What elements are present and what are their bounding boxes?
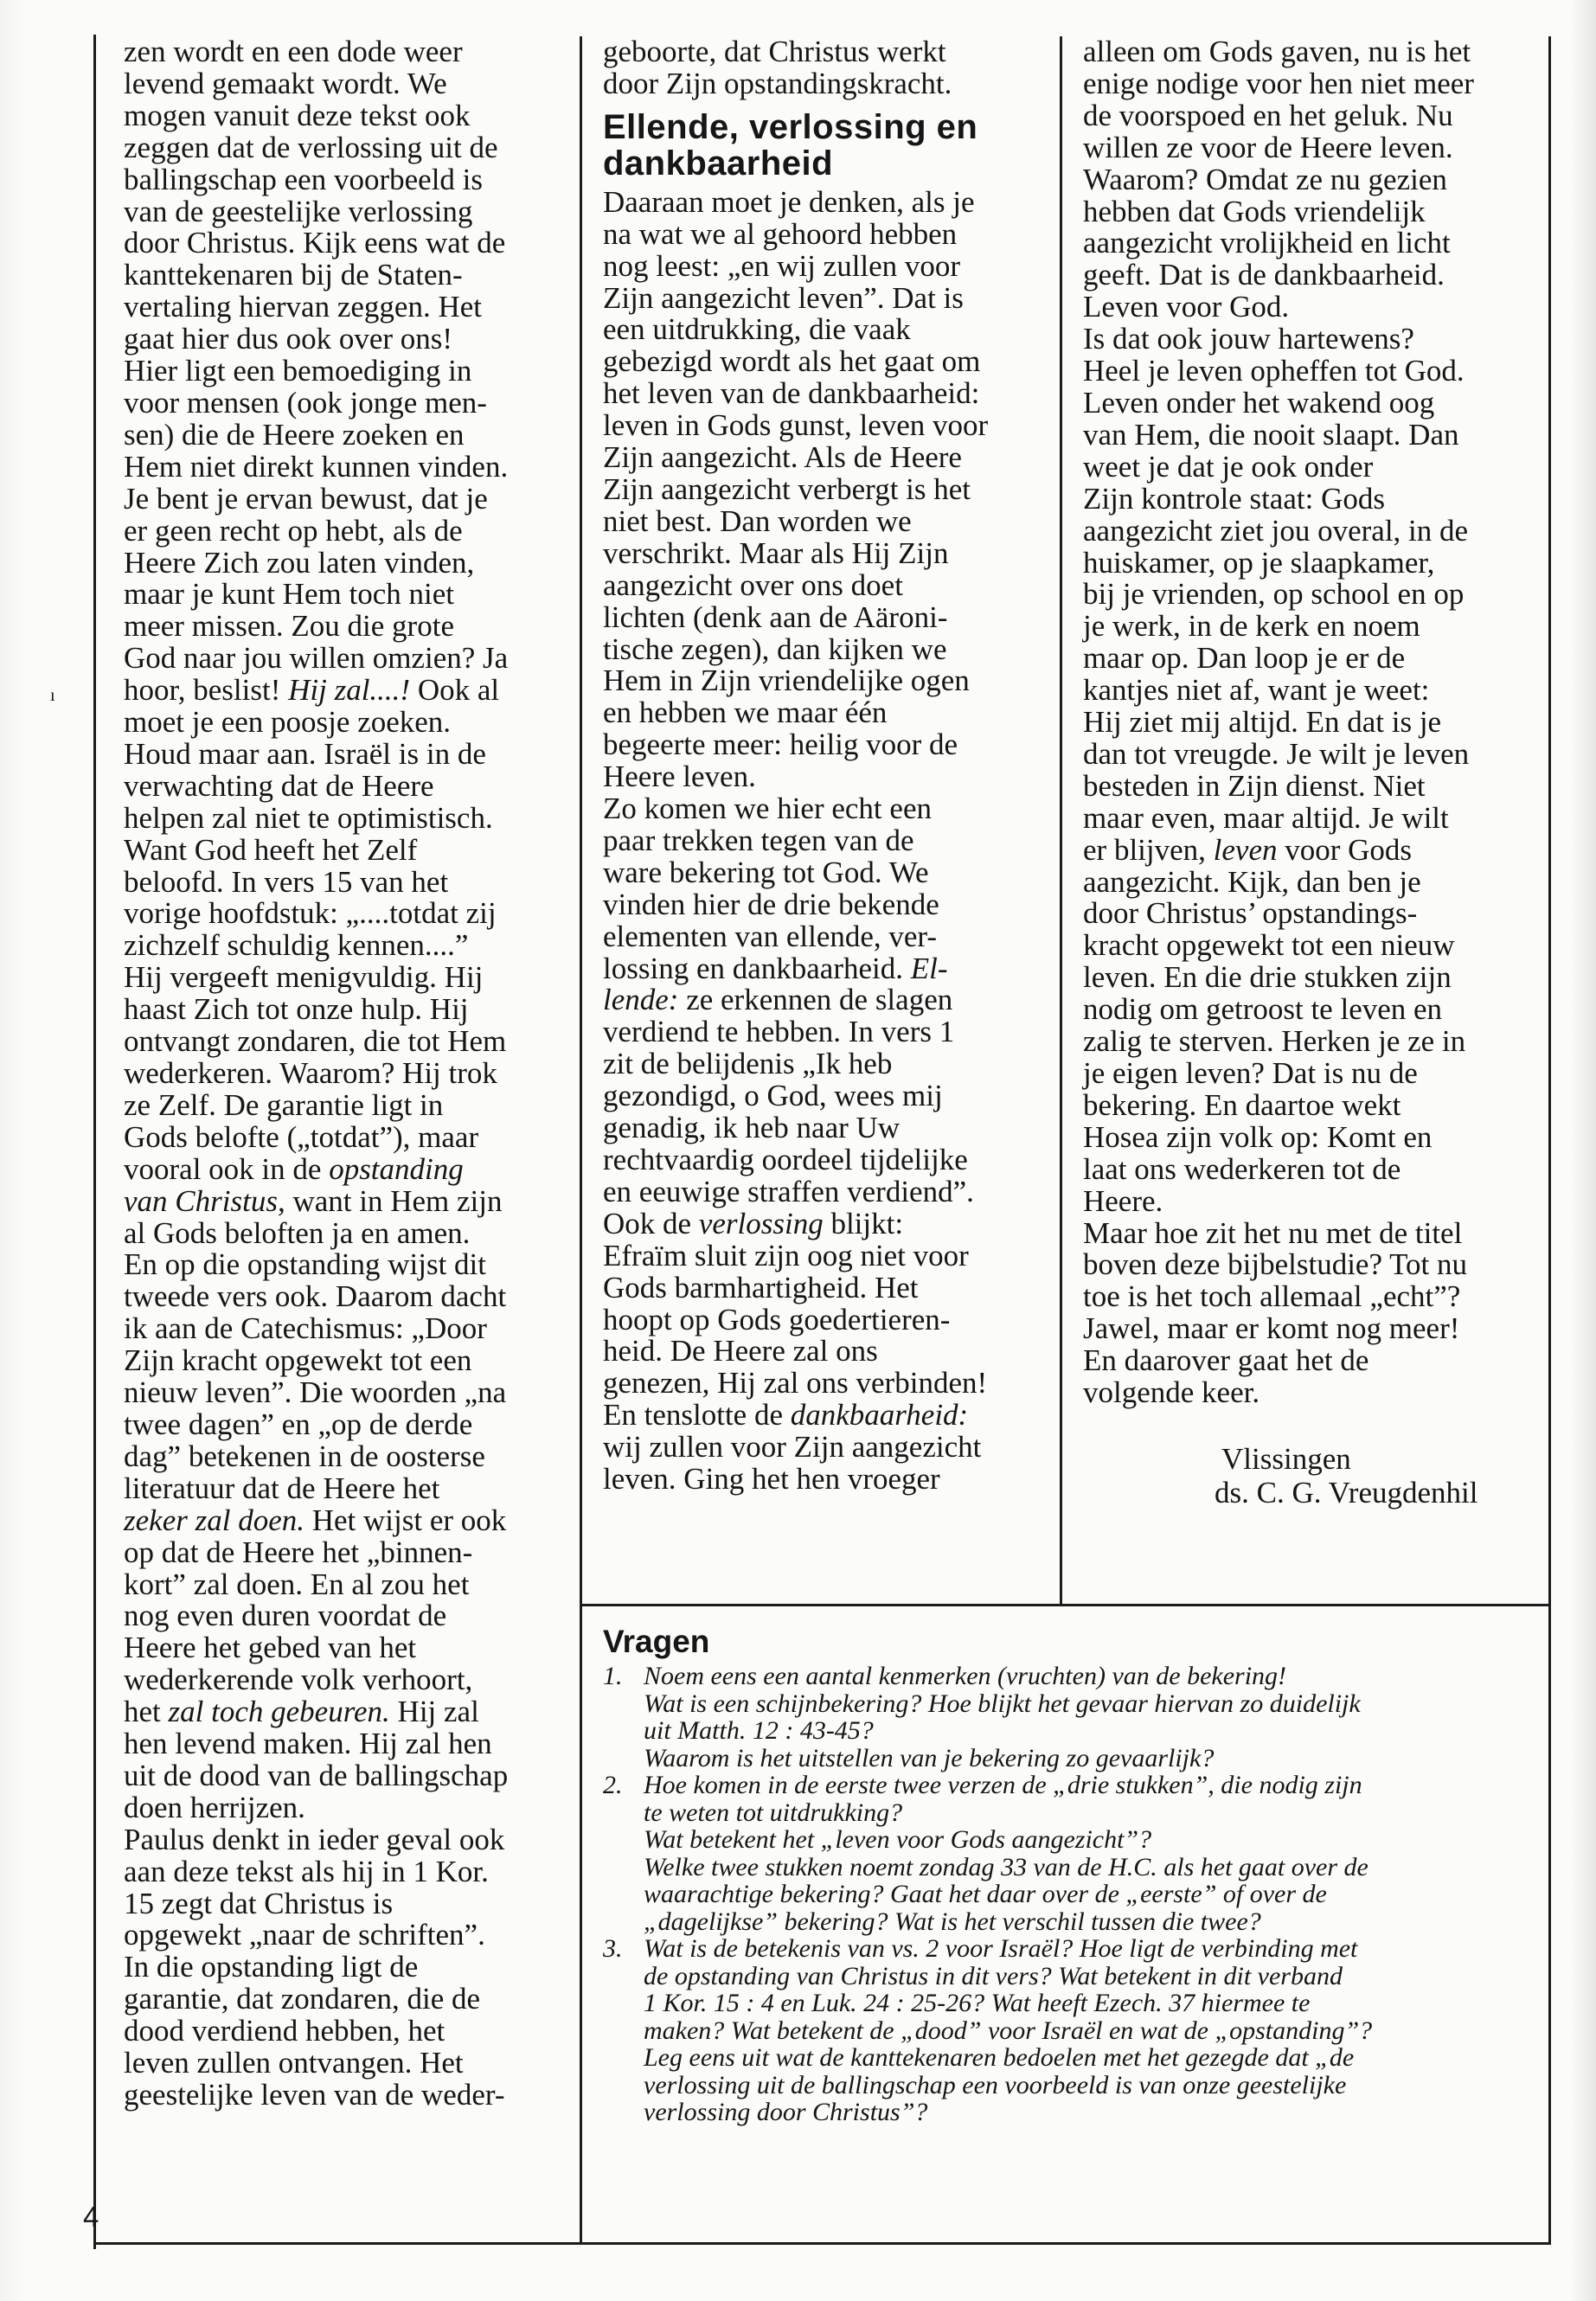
text-line: vooral ook in de opstanding [124, 1151, 464, 1186]
question-line: Hoe komen in de eerste twee verzen de „drie stukken”, die nodig zijn [644, 1771, 1362, 1799]
text-line: gaat hier dus ook over ons! [124, 322, 453, 356]
text-line: gezondigd, o God, wees mij [603, 1079, 943, 1113]
text-line: Hosea zijn volk op: Komt en [1083, 1119, 1433, 1154]
text-line: Hem in Zijn vriendelijke ogen [603, 663, 970, 698]
text-line: kantjes niet af, want je weet: [1083, 673, 1430, 708]
column-rule-2 [1060, 36, 1062, 1604]
text-line: doen herrijzen. [124, 1790, 305, 1824]
text-line: ze Zelf. De garantie ligt in [124, 1087, 444, 1122]
text-line: literatuur dat de Heere het [124, 1471, 440, 1505]
text-line: Paulus denkt in ieder geval ook [124, 1822, 505, 1856]
text-line: Is dat ook jouw hartewens? [1083, 322, 1414, 356]
text-line: Zijn aangezicht. Als de Heere [603, 440, 962, 475]
text-line: aangezicht. Kijk, dan ben je [1083, 864, 1421, 899]
text-line: Gods barmhartigheid. Het [603, 1270, 919, 1304]
text-line: bij je vrienden, op school en op [1083, 577, 1465, 612]
text-line: Zijn kracht opgewekt tot een [124, 1343, 472, 1378]
text-line: voor mensen (ook jonge men- [124, 385, 487, 420]
question-number: 1. [603, 1662, 623, 1690]
text-line: Hem niet direkt kunnen vinden. [124, 449, 509, 484]
text-line: Zijn kontrole staat: Gods [1083, 481, 1385, 516]
question-line: te weten tot uitdrukking? [644, 1798, 903, 1827]
text-line: Efraïm sluit zijn oog niet voor [603, 1238, 969, 1272]
page-number: 4 [83, 2201, 99, 2233]
text-line: van Hem, die nooit slaapt. Dan [1083, 417, 1459, 452]
text-line: aangezicht vrolijkheid en licht [1083, 226, 1451, 260]
text-line: Heere leven. [603, 760, 756, 794]
text-line: En op die opstanding wijst dit [124, 1247, 487, 1282]
signature-place: Vlissingen [1221, 1441, 1351, 1476]
text-line: hebben dat Gods vriendelijk [1083, 194, 1426, 228]
text-line: gebezigd wordt als het gaat om [603, 344, 981, 379]
text-line: nog leest: „en wij zullen voor [603, 248, 961, 283]
text-line: lende: ze erkennen de slagen [603, 983, 953, 1017]
text-line: zalig te sterven. Herken je ze in [1083, 1024, 1466, 1059]
text-line: er blijven, leven voor Gods [1083, 832, 1413, 867]
questions-box [603, 1625, 1546, 2126]
text-line: en hebben we maar één [603, 695, 888, 730]
text-line: door Christus. Kijk eens wat de [124, 226, 506, 260]
text-line: moet je een poosje zoeken. [124, 705, 452, 740]
text-line: Heere Zich zou laten vinden, [124, 545, 475, 580]
section-heading [603, 109, 1057, 182]
question-item [603, 1772, 1546, 1935]
text-line: hoopt op Gods goedertieren- [603, 1302, 951, 1336]
text-line: op dat de Heere het „binnen- [124, 1535, 473, 1569]
text-line: volgende keer. [1083, 1375, 1260, 1410]
text-line: levend gemaakt wordt. We [124, 66, 447, 100]
text-line: zen wordt en een dode weer [124, 35, 463, 68]
text-line: het zal toch gebeuren. Hij zal [124, 1695, 479, 1729]
question-line: waarachtige bekering? Gaat het daar over de „eerste” of over de [644, 1880, 1327, 1908]
question-line: verlossing uit de ballingschap een voorbeeld is van onze geestelijke [644, 2070, 1347, 2099]
text-line: willen ze voor de Heere leven. [1083, 130, 1453, 164]
text-line: heid. De Heere zal ons [603, 1334, 878, 1368]
text-line: Jawel, maar er komt nog meer! [1083, 1311, 1460, 1346]
text-line: wij zullen voor Zijn aangezicht [603, 1430, 982, 1465]
text-line: van de geestelijke verlossing [124, 194, 473, 228]
text-line: vorige hoofdstuk: „....totdat zij [124, 896, 497, 931]
question-line: Leg eens uit wat de kanttekenaren bedoelen met het gezegde dat „de [644, 2043, 1355, 2072]
text-line: maar op. Dan loop je er de [1083, 641, 1406, 676]
text-line: leven in Gods gunst, leven voor [603, 408, 989, 443]
text-line: wederkerende volk verhoort, [124, 1663, 473, 1697]
text-line: van Christus, want in Hem zijn [124, 1183, 503, 1218]
article-column-1 [124, 36, 565, 2112]
text-line: er geen recht op hebt, als de [124, 513, 463, 548]
text-line: ontvangt zondaren, die tot Hem [124, 1024, 507, 1059]
text-line: zeggen dat de verlossing uit de [124, 130, 498, 164]
text-line: haast Zich tot onze hulp. Hij [124, 992, 469, 1027]
text-line: de voorspoed en het geluk. Nu [1083, 98, 1453, 132]
question-line: „dagelijkse” bekering? Wat is het verschil tussen die twee? [644, 1907, 1261, 1936]
text-line: maar even, maar altijd. Je wilt [1083, 800, 1449, 835]
question-number: 3. [603, 1934, 623, 1963]
text-line: mogen vanuit deze tekst ook [124, 98, 471, 132]
text-line: dan tot vreugde. Je wilt je leven [1083, 736, 1470, 771]
text-line: vinden hier de drie bekende [603, 887, 939, 921]
text-line: lichten (denk aan de Aäroni- [603, 599, 948, 634]
text-line: Houd maar aan. Israël is in de [124, 736, 486, 771]
text-line: Leven onder het wakend oog [1083, 385, 1435, 420]
text-line: verdiend te hebben. In vers 1 [603, 1015, 955, 1049]
text-line: nieuw leven”. Die woorden „na [124, 1375, 507, 1410]
text-line: Daaraan moet je denken, als je [603, 184, 975, 219]
text-line: En tenslotte de dankbaarheid: [603, 1398, 969, 1433]
text-line: Heere het gebed van het [124, 1631, 417, 1665]
question-line: Noem eens een aantal kenmerken (vruchten) van de bekering! [644, 1662, 1287, 1690]
question-line: Waarom is het uitstellen van je bekering zo gevaarlijk? [644, 1743, 1215, 1772]
text-line: Je bent je ervan bewust, dat je [124, 481, 488, 516]
text-line: tweede vers ook. Daarom dacht [124, 1279, 507, 1314]
column-rule-left [93, 35, 96, 2249]
text-line: ik aan de Catechismus: „Door [124, 1311, 487, 1346]
column-1-text [124, 36, 565, 2112]
text-line: enige nodige voor hen niet meer [1083, 66, 1474, 100]
text-line: maar je kunt Hem toch niet [124, 577, 454, 612]
text-line: En daarover gaat het de [1083, 1343, 1369, 1378]
column-3-text [1083, 36, 1548, 1409]
text-line: aangezicht ziet jou overal, in de [1083, 513, 1469, 548]
article-column-3 [1083, 36, 1548, 1509]
signature-block [1083, 1442, 1548, 1509]
text-line: Zijn aangezicht leven”. Dat is [603, 280, 964, 315]
text-line: Hij ziet mij altijd. En dat is je [1083, 705, 1442, 740]
page-bottom-rule [93, 2242, 1551, 2245]
article-column-2 [603, 36, 1057, 1496]
text-line: alleen om Gods gaven, nu is het [1083, 35, 1471, 68]
text-line: geeft. Dat is de dankbaarheid. [1083, 258, 1445, 292]
text-line: 15 zegt dat Christus is [124, 1886, 394, 1920]
text-line: zit de belijdenis „Ik heb [603, 1047, 893, 1081]
column-rule-right [1548, 36, 1551, 2242]
text-line: dankbaarheid [603, 144, 834, 183]
text-line: door Zijn opstandingskracht. [603, 66, 952, 100]
text-line: toe is het toch allemaal „echt”? [1083, 1279, 1461, 1314]
text-line: Waarom? Omdat ze nu gezien [1083, 162, 1447, 196]
text-line: beloofd. In vers 15 van het [124, 864, 449, 899]
text-line: rechtvaardig oordeel tijdelijke [603, 1143, 968, 1176]
text-line: bekering. En daartoe wekt [1083, 1087, 1401, 1122]
question-line: Wat is de betekenis van vs. 2 voor Israël? Hoe ligt de verbinding met [644, 1934, 1358, 1963]
question-line: 1 Kor. 15 : 4 en Luk. 24 : 25-26? Wat heeft Ezech. 37 hiermee te [644, 1989, 1311, 2017]
text-line: Want God heeft het Zelf [124, 832, 418, 867]
text-line: laat ons wederkeren tot de [1083, 1151, 1401, 1186]
text-line: verwachting dat de Heere [124, 768, 434, 803]
text-line: wederkeren. Waarom? Hij trok [124, 1056, 497, 1090]
text-line: boven deze bijbelstudie? Tot nu [1083, 1247, 1468, 1282]
question-line: Wat is een schijnbekering? Hoe blijkt het gevaar hiervan zo duidelijk [644, 1689, 1361, 1718]
question-line: Wat betekent het „leven voor Gods aangezicht”? [644, 1825, 1152, 1854]
text-line: begeerte meer: heilig voor de [603, 727, 958, 762]
text-line: aan deze tekst als hij in 1 Kor. [124, 1854, 489, 1888]
text-line: nog even duren voordat de [124, 1599, 447, 1633]
question-line: maken? Wat betekent de „dood” voor Israël en wat de „opstanding”? [644, 2016, 1373, 2045]
text-line: hen levend maken. Hij zal hen [124, 1727, 492, 1761]
question-line: de opstanding van Christus in dit vers? Wat betekent in dit verband [644, 1961, 1343, 1990]
text-line: en eeuwige straffen verdiend”. [603, 1174, 974, 1208]
text-line: kracht opgewekt tot een nieuw [1083, 928, 1455, 963]
text-line: Ook de verlossing blijkt: [603, 1206, 904, 1240]
question-number: 2. [603, 1771, 623, 1799]
text-line: Zijn aangezicht verbergt is het [603, 471, 971, 506]
text-line: hoor, beslist! Hij zal....! Ook al [124, 673, 500, 708]
text-line: Heere. [1083, 1183, 1163, 1218]
text-line: dood verdiend hebben, het [124, 2014, 445, 2048]
question-line: Welke twee stukken noemt zondag 33 van de H.C. als het gaat over de [644, 1852, 1368, 1881]
stray-margin-mark: ı [50, 686, 55, 705]
text-line: elementen van ellende, ver- [603, 919, 938, 953]
text-line: sen) die de Heere zoeken en [124, 417, 465, 452]
questions-box-top-rule [580, 1604, 1551, 1606]
text-line: ballingschap een voorbeeld is [124, 162, 484, 196]
text-line: aangezicht over ons doet [603, 567, 903, 602]
text-line: garantie, dat zondaren, die de [124, 1982, 481, 2016]
column-rule-1 [580, 36, 582, 2242]
text-line: God naar jou willen omzien? Ja [124, 641, 509, 676]
text-line: een uitdrukking, die vaak [603, 312, 911, 347]
text-line: genezen, Hij zal ons verbinden! [603, 1366, 988, 1400]
text-line: Maar hoe zit het nu met de titel [1083, 1215, 1463, 1250]
text-line: leven zullen ontvangen. Het [124, 2046, 464, 2080]
text-line: je werk, in de kerk en noem [1083, 609, 1420, 644]
text-line: door Christus’ opstandings- [1083, 896, 1418, 931]
text-line: ware bekering tot God. We [603, 855, 929, 889]
question-line: verlossing door Christus”? [644, 2098, 928, 2126]
text-line: helpen zal niet te optimistisch. [124, 800, 493, 835]
text-line: zichzelf schuldig kennen....” [124, 928, 469, 963]
text-line: weet je dat je ook onder [1083, 449, 1374, 484]
text-line: kort” zal doen. En al zou het [124, 1567, 470, 1601]
text-line: paar trekken tegen van de [603, 823, 914, 857]
text-line: Gods belofte („totdat”), maar [124, 1119, 479, 1154]
signature-author: ds. C. G. Vreugdenhil [1215, 1475, 1478, 1509]
column-2-text [603, 184, 1057, 1497]
text-line: je eigen leven? Dat is nu de [1083, 1056, 1418, 1090]
text-line: meer missen. Zou die grote [124, 609, 454, 644]
text-line: al Gods beloften ja en amen. [124, 1215, 471, 1250]
questions-list [603, 1663, 1546, 2126]
text-line: besteden in Zijn dienst. Niet [1083, 768, 1426, 803]
text-line: tische zegen), dan kijken we [603, 631, 947, 666]
text-line: kanttekenaren bij de Staten- [124, 258, 463, 292]
text-line: uit de dood van de ballingschap [124, 1758, 509, 1792]
text-line: Leven voor God. [1083, 290, 1290, 324]
text-line: Heel je leven opheffen tot God. [1083, 354, 1465, 388]
column-2-intro [603, 36, 1057, 100]
text-line: Ellende, verlossing en [603, 107, 978, 146]
text-line: genadig, ik heb naar Uw [603, 1111, 901, 1145]
text-line: Hier ligt een bemoediging in [124, 354, 472, 388]
text-line: Hij vergeeft menigvuldig. Hij [124, 960, 484, 995]
text-line: verschrikt. Maar als Hij Zijn [603, 535, 949, 570]
text-line: geboorte, dat Christus werkt [603, 35, 946, 68]
text-line: huiskamer, op je slaapkamer, [1083, 545, 1435, 580]
question-item [603, 1935, 1546, 2126]
text-line: niet best. Dan worden we [603, 503, 912, 538]
text-line: opgewekt „naar de schriften”. [124, 1918, 485, 1952]
text-line: dag” betekenen in de oosterse [124, 1439, 485, 1473]
question-line: uit Matth. 12 : 43-45? [644, 1716, 874, 1745]
text-line: zeker zal doen. Het wijst er ook [124, 1503, 507, 1537]
text-line: na wat we al gehoord hebben [603, 216, 958, 251]
questions-title: Vragen [603, 1624, 710, 1659]
text-line: twee dagen” en „op de derde [124, 1407, 473, 1441]
text-line: geestelijke leven van de weder- [124, 2078, 505, 2112]
question-item [603, 1663, 1546, 1772]
text-line: het leven van de dankbaarheid: [603, 376, 980, 411]
text-line: lossing en dankbaarheid. El- [603, 951, 948, 985]
text-line: In die opstanding ligt de [124, 1950, 419, 1984]
text-line: nodig om getroost te leven en [1083, 992, 1443, 1027]
text-line: leven. Ging het hen vroeger [603, 1462, 940, 1497]
text-line: leven. En die drie stukken zijn [1083, 960, 1452, 995]
text-line: Zo komen we hier echt een [603, 792, 932, 826]
text-line: vertaling hiervan zeggen. Het [124, 290, 482, 324]
